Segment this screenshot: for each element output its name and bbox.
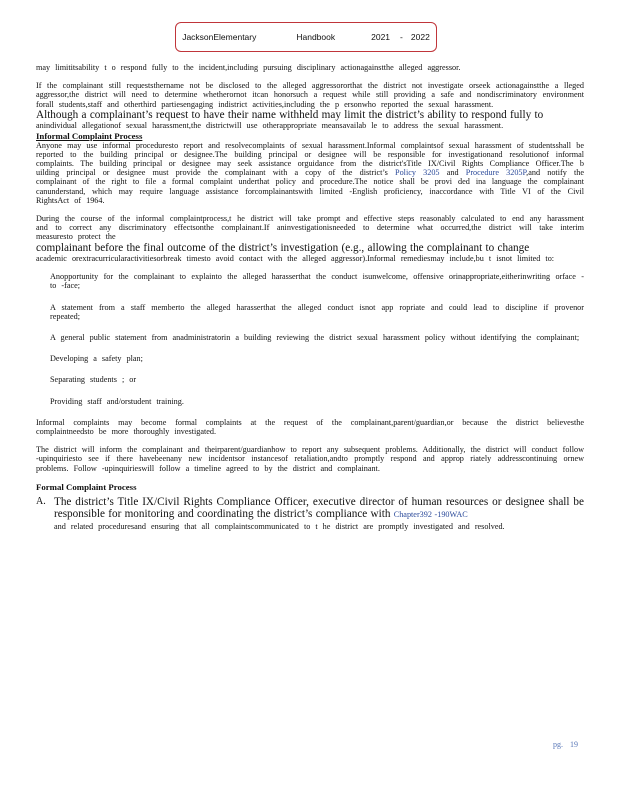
list-item: Anopportunity for the complainant to explainto the alleged harasserthat the conduct isunwelcome, offensive orinappropriate,eitherinwriting orface -to -face; (36, 272, 584, 290)
paragraph-3 (36, 141, 584, 205)
year-separator: - (400, 32, 403, 42)
bullet-icon (36, 397, 50, 406)
informal-complaint-heading: Informal Complaint Process (36, 130, 143, 141)
school-name: JacksonElementary (182, 32, 257, 42)
page-number-label: pg. (553, 740, 563, 749)
list-item: A general public statement from anadministratorin a building reviewing the district sexual harassment policy without identifying the complainant; (36, 333, 584, 342)
list-item: A statement from a staff memberto the alleged harasserthat the alleged conduct isnot app ropriate and could lead to discipline if provenor repeated; (36, 303, 584, 321)
paragraph-4: During the course of the informal complaintprocess,t he district will take prompt and effective steps reasonably calculated to end any harassment and to correct any discriminatory effectsonthe complainant.If aninvestigationisneeded to determine what occurred,the district will take interim measuresto protect the (36, 213, 584, 242)
paragraph-2-text: If the complainant still requeststhername not be disclosed to the alleged aggressororthat the district not investigate orseek actionagainstthe a lleged aggressor,the district will need to determine whetherornot itcan honorsuch a request while still providing a safe and nondiscriminatory environment forall students,staff and otherthird partiesengaging indistrict activities,including the p ersonwho reported the sexual harassment. (36, 81, 584, 109)
paragraph-6: The district will inform the complainant and theirparent/guardianhow to report any subsequent problems. Additionally, the district will conduct follow -upinquiriesto see if there havebeenany new incidentsor instancesof retaliation,andto promptly respond and approp riately addresscontinuing ornew problems. Follow -upinquirieswill follow a timeline agreed to by the district and complainant. (36, 445, 584, 473)
paragraph-3-text-b: ,and notify the complainant of the right to file a formal complaint underthat policy and procedure.The notice shall be provi ded ina language the complainant canunderstand, which may require language assistance forcomplainantswith limited -English proficiency, inaccordance with Title VI of the Civil RightsAct of 1964. (36, 168, 584, 205)
bullet-icon (36, 375, 50, 384)
year-start: 2021 (371, 32, 391, 42)
paragraph-4-end: academic orextracurricularactivitiesorbreak timesto avoid contact with the alleged aggressor).Informal remediesmay include,bu t isnot limited to: (36, 254, 555, 264)
formal-complaint-heading: Formal Complaint Process (36, 481, 137, 492)
paragraph-3-text: Anyone may use informal proceduresto report and resolvecomplaints of sexual harassment.Informal complaintsof sexual harassment of studentsshall be reported to the building principal or designee.The building principal or designee will be responsible for investigationand resolutionof informal complaints. The building principal or designee may seek assistance orguidance from the district'sTitle IX/Civil Rights Compliance Officer.The b uilding principal or designee must provide the complainant with a copy of the district’s (36, 140, 584, 178)
paragraph-3-and: and (446, 168, 459, 178)
bullet-icon (36, 354, 50, 363)
year-end: 2022 (410, 32, 430, 42)
list-item: Separating students ; or (36, 375, 584, 384)
paragraph-5: Informal complaints may become formal complaints at the request of the complainant,parent/guardian,or because the district believesthe complaintneedsto be more thoroughly investigated. (36, 417, 584, 437)
bullet-icon (36, 272, 50, 290)
bullet-icon (36, 303, 50, 321)
item-a-end: and related proceduresand ensuring that all complaintscommunicated to t he district are promptly investigated and resolved. (54, 521, 505, 531)
paragraph-2 (36, 81, 584, 109)
chapter-392-190-wac-link[interactable]: Chapter392 -190WAC (393, 510, 468, 520)
paragraph-4-large: complainant before the final outcome of the district’s investigation (e.g., allowing the complainant to change (36, 241, 530, 254)
paragraph-1: may limititsability t o respond fully to the incident,including pursuing disciplinary actionagainstthe alleged aggressor. (36, 63, 461, 72)
policy-3205-link[interactable]: Policy 3205 (395, 168, 440, 178)
informal-remedies-list (36, 272, 584, 406)
formal-item-a (36, 496, 584, 531)
paragraph-2-large: Although a complainant’s request to have their name withheld may limit the district’s ability to respond fully to (36, 108, 544, 121)
bullet-icon (36, 333, 50, 342)
handbook-header (175, 22, 437, 52)
item-a-label: A. (36, 495, 46, 507)
page-number-value: 19 (570, 740, 578, 749)
paragraph-2-end: anindividual allegationof sexual harassment,the districtwill use otherappropriate meansavailab le to address the sexual harassment. (36, 121, 504, 131)
page-number (553, 740, 578, 749)
procedure-3205p-link[interactable]: Procedure 3205P (465, 168, 527, 178)
page-content (36, 63, 584, 531)
handbook-label: Handbook (296, 32, 336, 42)
list-item: Developing a safety plan; (36, 354, 584, 363)
item-a-text: The district’s Title IX/Civil Rights Compliance Officer, executive director of human resources or designee shall be responsible for monitoring and coordinating the district’s compliance with (54, 495, 584, 521)
list-item: Providing staff and/orstudent training. (36, 397, 584, 406)
